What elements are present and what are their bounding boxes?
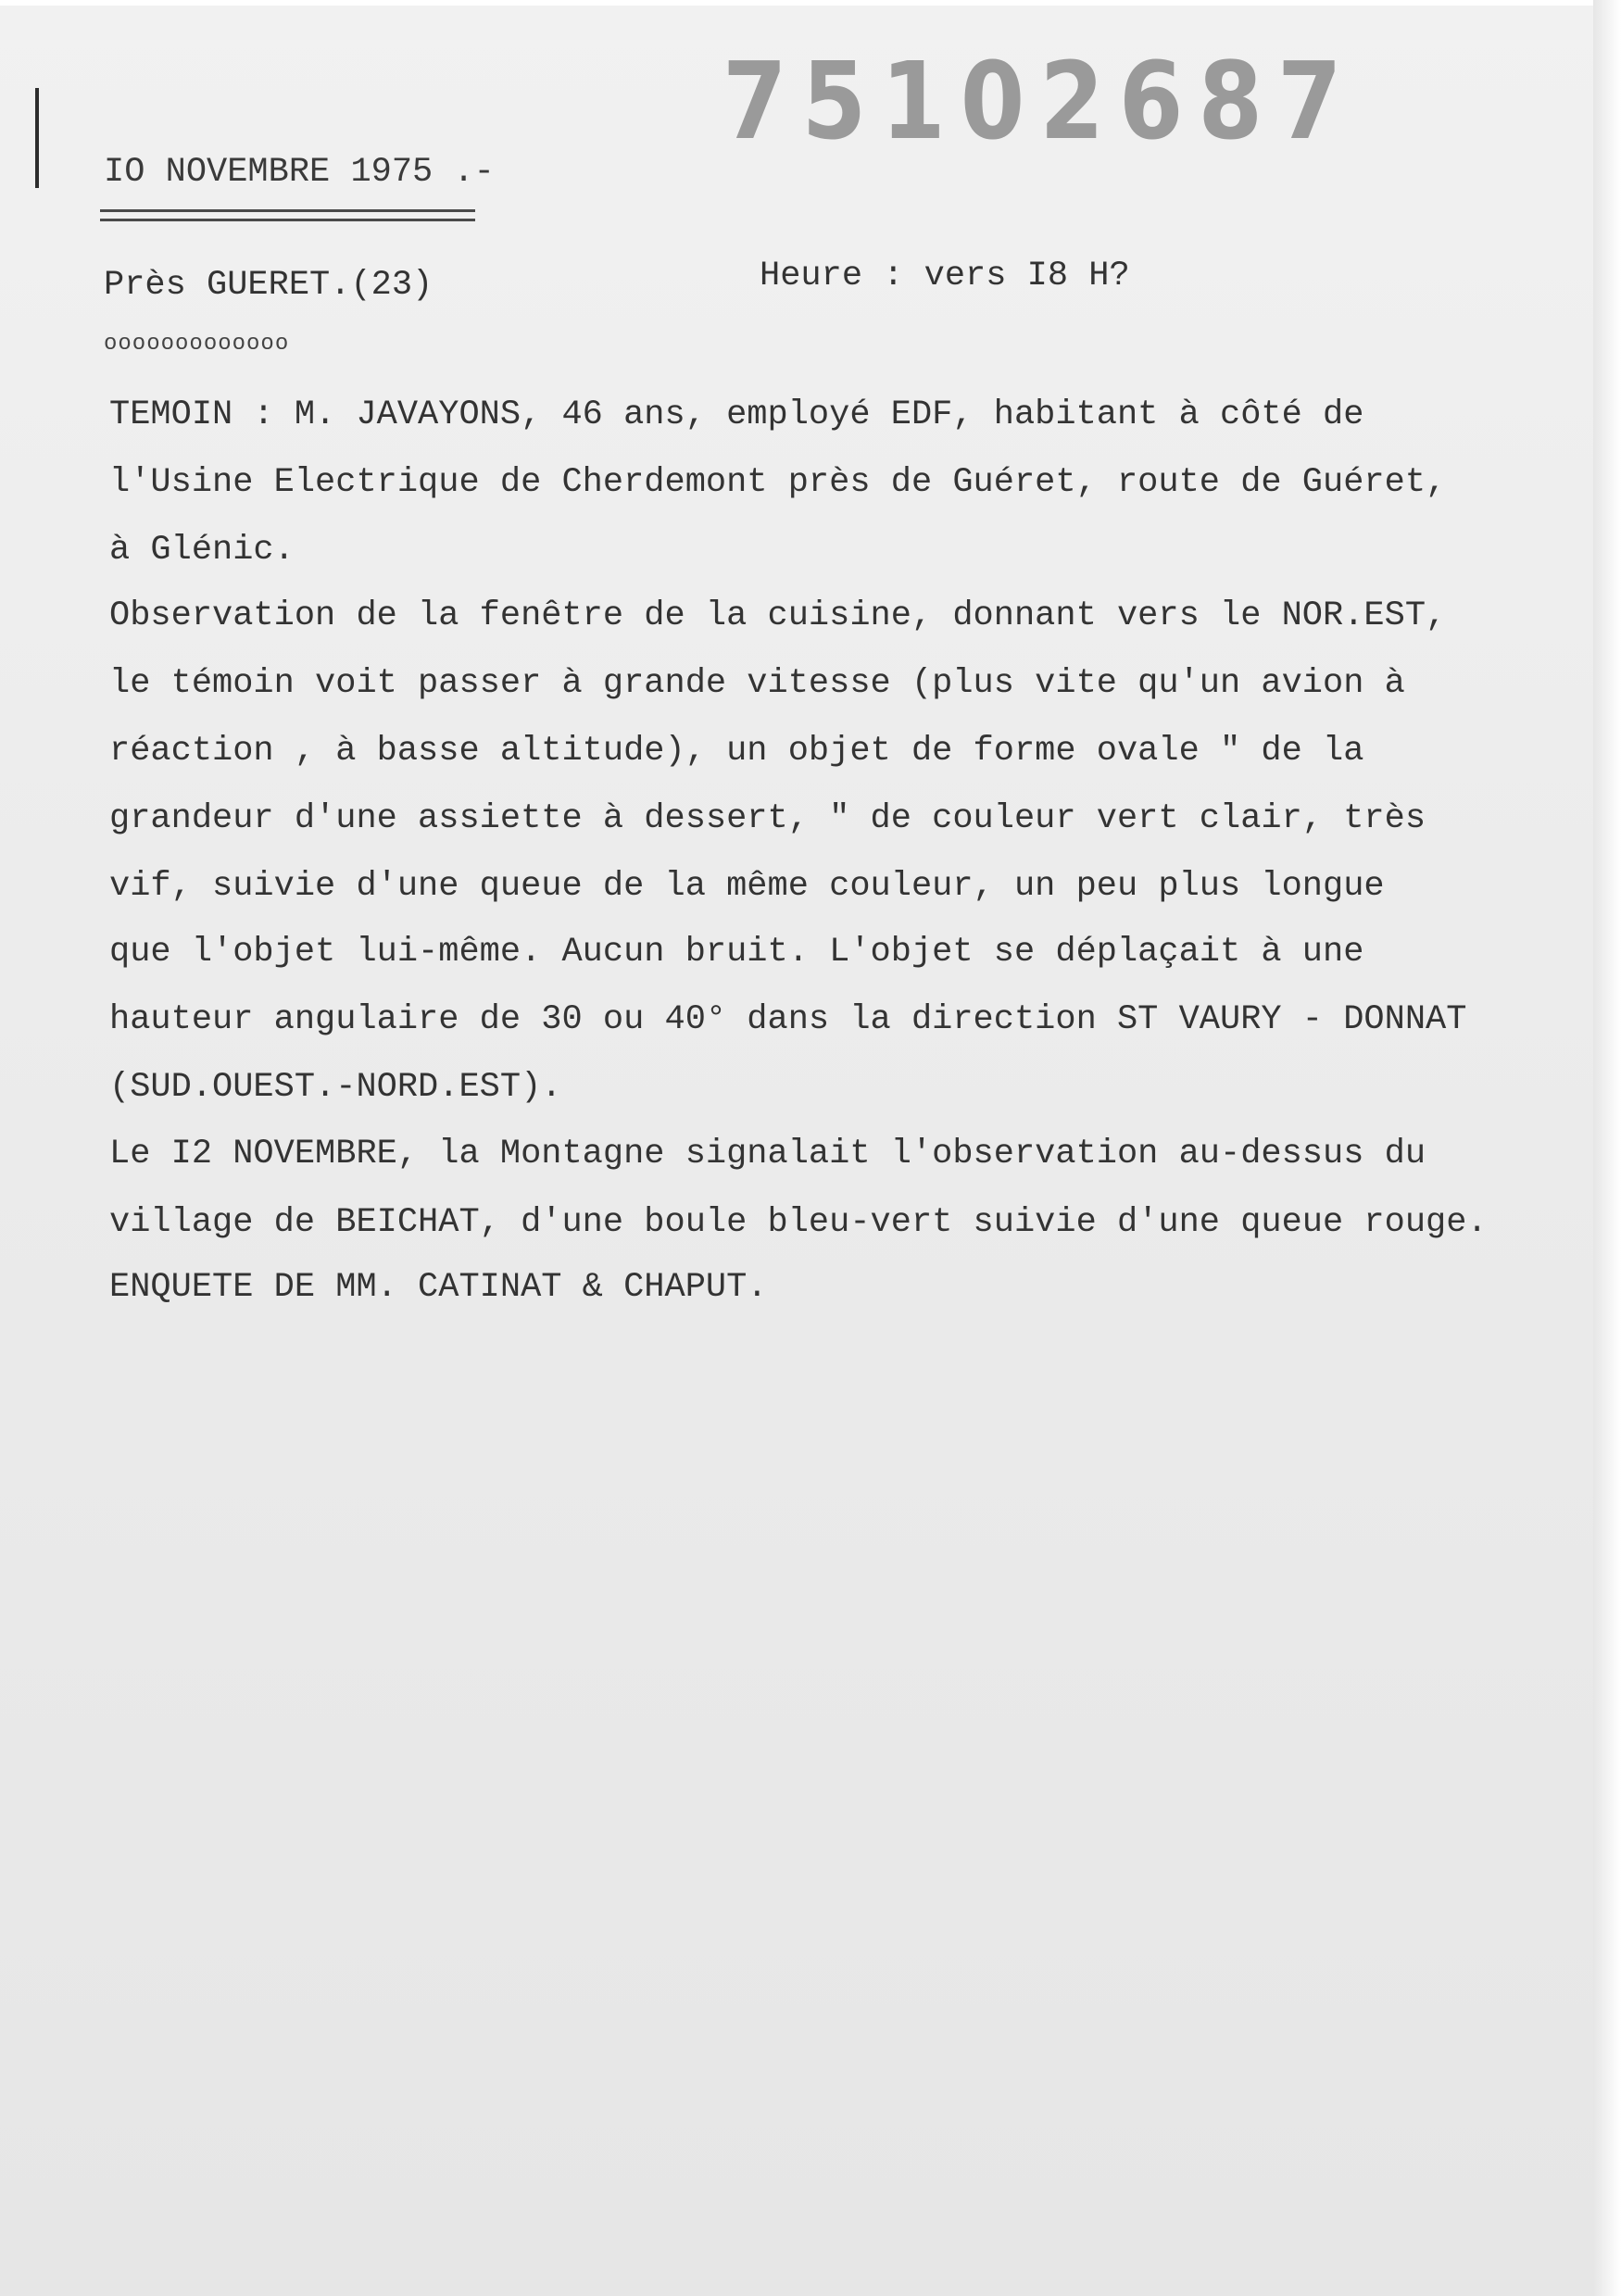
margin-mark: [35, 88, 39, 188]
date-underline-1: [100, 209, 475, 212]
body-line-1: TEMOIN : M. JAVAYONS, 46 ans, employé EDF, habitant à côté de: [109, 395, 1364, 434]
report-date: IO NOVEMBRE 1975 .-: [104, 153, 495, 192]
page-right-edge: [1593, 0, 1621, 2296]
page-top-edge: [0, 0, 1621, 6]
report-location: Près GUERET.(23): [104, 266, 434, 305]
separator-circles: ooooooooooooo: [104, 332, 290, 357]
stamp-number: 75102687: [723, 39, 1357, 164]
body-line-5: le témoin voit passer à grande vitesse (plus vite qu'un avion à: [109, 664, 1405, 703]
body-line-6: réaction , à basse altitude), un objet de forme ovale " de la: [109, 732, 1364, 771]
date-underline-2: [100, 219, 475, 221]
body-line-9: que l'objet lui-même. Aucun bruit. L'objet se déplaçait à une: [109, 933, 1364, 972]
report-time: Heure : vers I8 H?: [760, 257, 1130, 295]
body-line-3: à Glénic.: [109, 531, 295, 570]
body-line-8: vif, suivie d'une queue de la même couleur, un peu plus longue: [109, 867, 1385, 906]
body-line-12: Le I2 NOVEMBRE, la Montagne signalait l'observation au-dessus du: [109, 1135, 1426, 1173]
body-line-11: (SUD.OUEST.-NORD.EST).: [109, 1068, 562, 1107]
body-line-13: village de BEICHAT, d'une boule bleu-vert suivie d'une queue rouge.: [109, 1203, 1488, 1242]
body-line-4: Observation de la fenêtre de la cuisine, donnant vers le NOR.EST,: [109, 596, 1447, 635]
body-line-14: ENQUETE DE MM. CATINAT & CHAPUT.: [109, 1268, 768, 1307]
body-line-10: hauteur angulaire de 30 ou 40° dans la direction ST VAURY - DONNAT: [109, 1000, 1467, 1039]
body-line-7: grandeur d'une assiette à dessert, " de couleur vert clair, très: [109, 799, 1426, 838]
body-line-2: l'Usine Electrique de Cherdemont près de Guéret, route de Guéret,: [109, 463, 1447, 502]
